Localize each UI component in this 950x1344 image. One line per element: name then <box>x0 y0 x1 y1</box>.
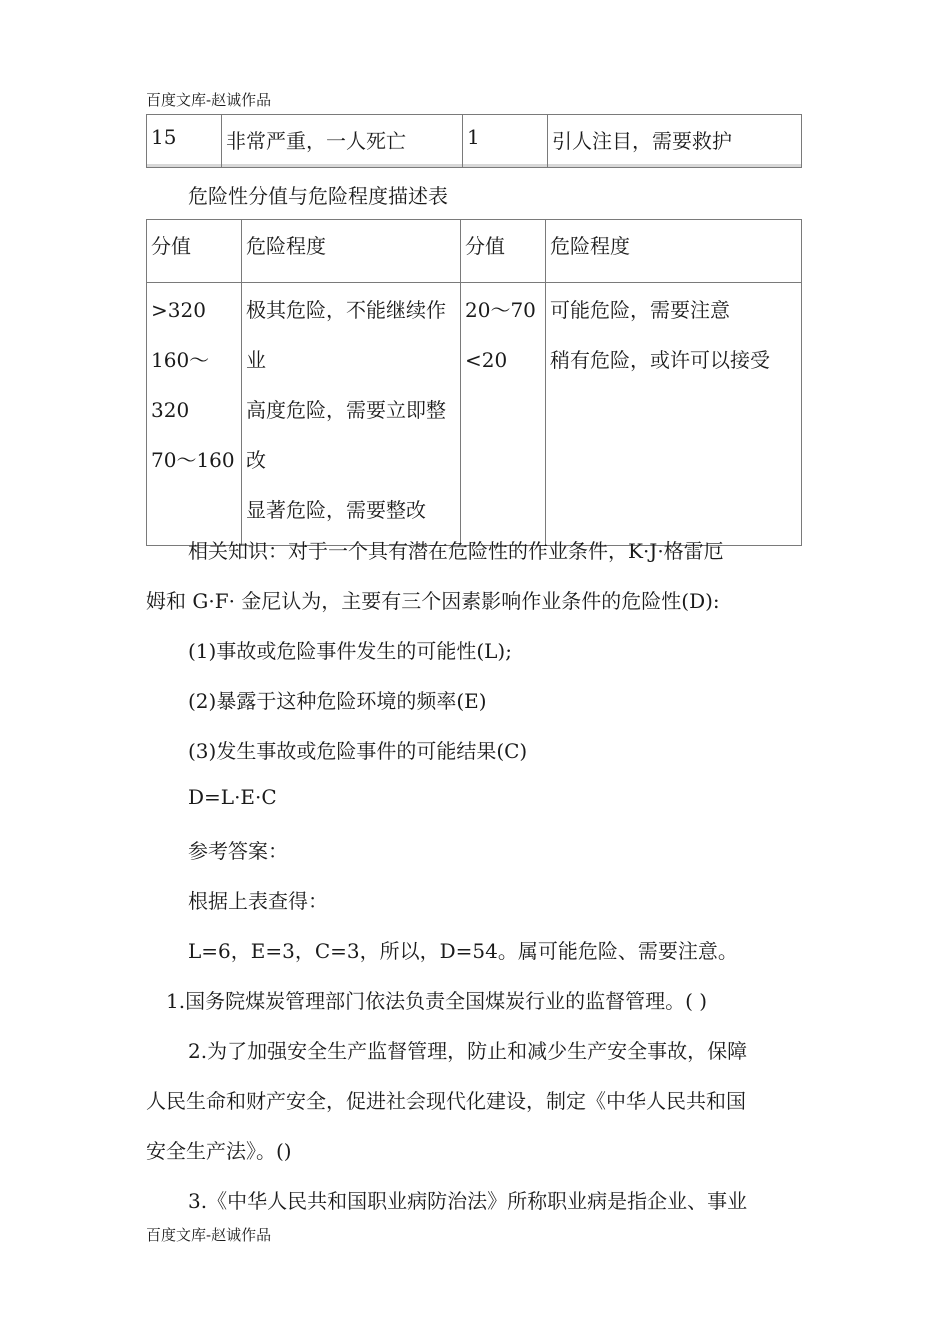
answer-line: L=6，E=3，C=3，所以，D=54。属可能危险、需要注意。 <box>188 939 738 963</box>
cell-line: 业 <box>246 348 266 372</box>
hazard-score-table <box>146 219 802 546</box>
question: 安全生产法》。() <box>146 1139 292 1163</box>
cell-line: 160～320 <box>151 348 210 422</box>
cell-line: 改 <box>246 448 266 472</box>
table-cell <box>242 283 461 546</box>
answer-line: 根据上表查得： <box>188 889 328 913</box>
cell-line: 极其危险，不能继续作 <box>246 298 446 322</box>
paragraph: 相关知识：对于一个具有潜在危险性的作业条件，K·J·格雷厄 <box>188 539 724 563</box>
page-header: 百度文库-赵诚作品 <box>146 91 272 109</box>
formula: D=L·E·C <box>188 785 277 809</box>
cell-line: 稍有危险，或许可以接受 <box>550 348 770 372</box>
cell-line: 高度危险，需要立即整 <box>246 398 446 422</box>
severity-row-table <box>146 114 802 168</box>
cell-line: 70～160 <box>151 448 235 472</box>
table-cell: 15 <box>147 115 222 168</box>
question: 人民生命和财产安全，促进社会现代化建设，制定《中华人民共和国 <box>146 1089 746 1113</box>
question: 3.《中华人民共和国职业病防治法》所称职业病是指企业、事业 <box>188 1189 748 1213</box>
table-header: 危险程度 <box>546 220 802 283</box>
cell-line: 可能危险，需要注意 <box>550 298 730 322</box>
table-cell <box>147 283 242 546</box>
paragraph: 姆和 G·F· 金尼认为，主要有三个因素影响作业条件的危险性(D): <box>146 589 720 613</box>
answer-label: 参考答案： <box>188 839 288 863</box>
factor-item: (3)发生事故或危险事件的可能结果(C) <box>188 739 528 763</box>
question: 1.国务院煤炭管理部门依法负责全国煤炭行业的监督管理。( ) <box>166 989 708 1013</box>
table-cell: 1 <box>463 115 548 168</box>
table-cell <box>461 283 546 546</box>
question: 2.为了加强安全生产监督管理，防止和减少生产安全事故，保障 <box>188 1039 748 1063</box>
cell-line: >320 <box>151 298 206 322</box>
table-title: 危险性分值与危险程度描述表 <box>188 184 448 208</box>
table-header: 危险程度 <box>242 220 461 283</box>
table-header: 分值 <box>461 220 546 283</box>
table-cell <box>546 283 802 546</box>
cell-line: 20～70 <box>465 298 536 322</box>
page-footer: 百度文库-赵诚作品 <box>146 1226 272 1244</box>
table-header: 分值 <box>147 220 242 283</box>
table-cell: 非常严重，一人死亡 <box>222 115 463 168</box>
table-cell: 引人注目，需要救护 <box>548 115 802 168</box>
cell-line: 显著危险，需要整改 <box>246 498 426 522</box>
cell-line: <20 <box>465 348 508 372</box>
factor-item: (1)事故或危险事件发生的可能性(L); <box>188 639 512 663</box>
factor-item: (2)暴露于这种危险环境的频率(E) <box>188 689 487 713</box>
